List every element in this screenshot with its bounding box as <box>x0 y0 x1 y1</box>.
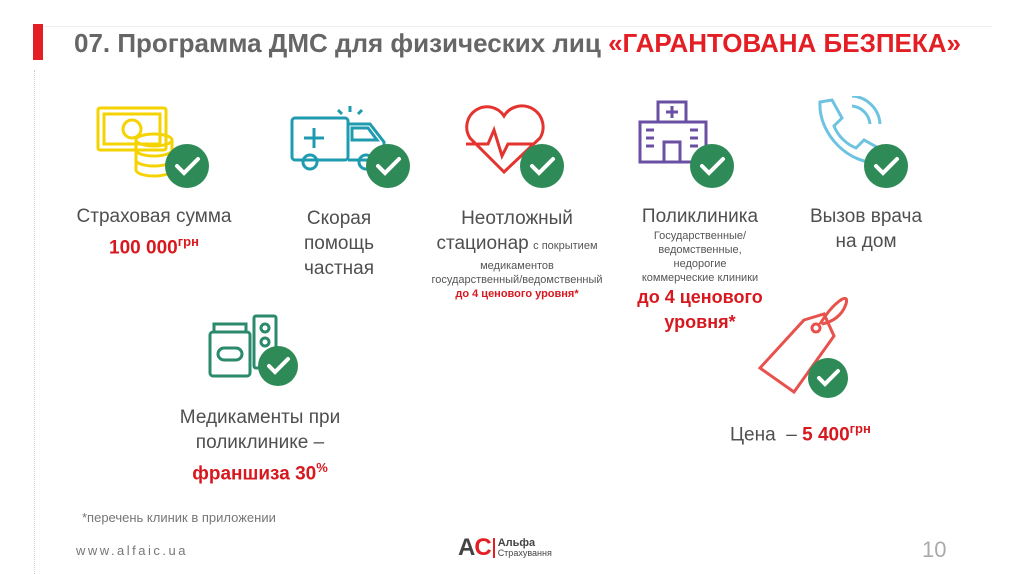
franchise-value: франшиза 30 <box>192 463 317 485</box>
top-divider <box>44 26 992 27</box>
price-unit: грн <box>849 421 871 436</box>
title-accent: «ГАРАНТОВАНА БЕЗПЕКА» <box>608 28 961 58</box>
heart-pulse-icon <box>460 100 570 200</box>
ambulance-caption: Скорая помощь частная <box>303 208 375 279</box>
company-logo: AC Альфа Страхування <box>458 534 552 561</box>
clinic-caption: Поликлиника Государственные/ ведомственные, недорогие коммерческие клиники до 4 ценового уровня* <box>610 204 790 335</box>
title-accent-bar <box>33 24 43 60</box>
clinic-price-level: до 4 ценового <box>637 287 763 307</box>
price-caption: Цена – 5 $400^{грн}$ <box>730 421 871 446</box>
medicine-icon <box>206 312 316 412</box>
page-number: 10 <box>922 537 947 562</box>
website-link[interactable]: www.alfaic.ua <box>76 543 188 558</box>
money-icon <box>92 100 202 200</box>
ambulance-icon <box>288 100 398 200</box>
footnote: *перечень клиник в приложении <box>82 510 276 525</box>
sum-unit: грн <box>177 234 199 249</box>
hospital-price-level: до 4 ценового уровня* <box>455 288 579 300</box>
clinic-building-icon <box>636 96 746 196</box>
sum-caption: Страховая сумма 100 $000^{грн}$ <box>76 206 232 259</box>
left-divider <box>34 70 35 574</box>
phone-icon <box>806 96 916 196</box>
medicine-caption: Медикаменты при поликлинике – франшиза 30% <box>179 407 341 485</box>
doctor-caption: Вызов врача на дом <box>809 206 923 252</box>
price-value: 5 400 <box>802 424 850 446</box>
hospital-caption: Неотложный стационар с покрытием медикаментов государственный/ведомственный до 4 ценового уровня* <box>412 206 622 301</box>
page-title: 07. Программа ДМС для физических лиц «ГАРАНТОВАНА БЕЗПЕКА» <box>74 28 961 58</box>
sum-value: 100 000 <box>109 237 178 259</box>
